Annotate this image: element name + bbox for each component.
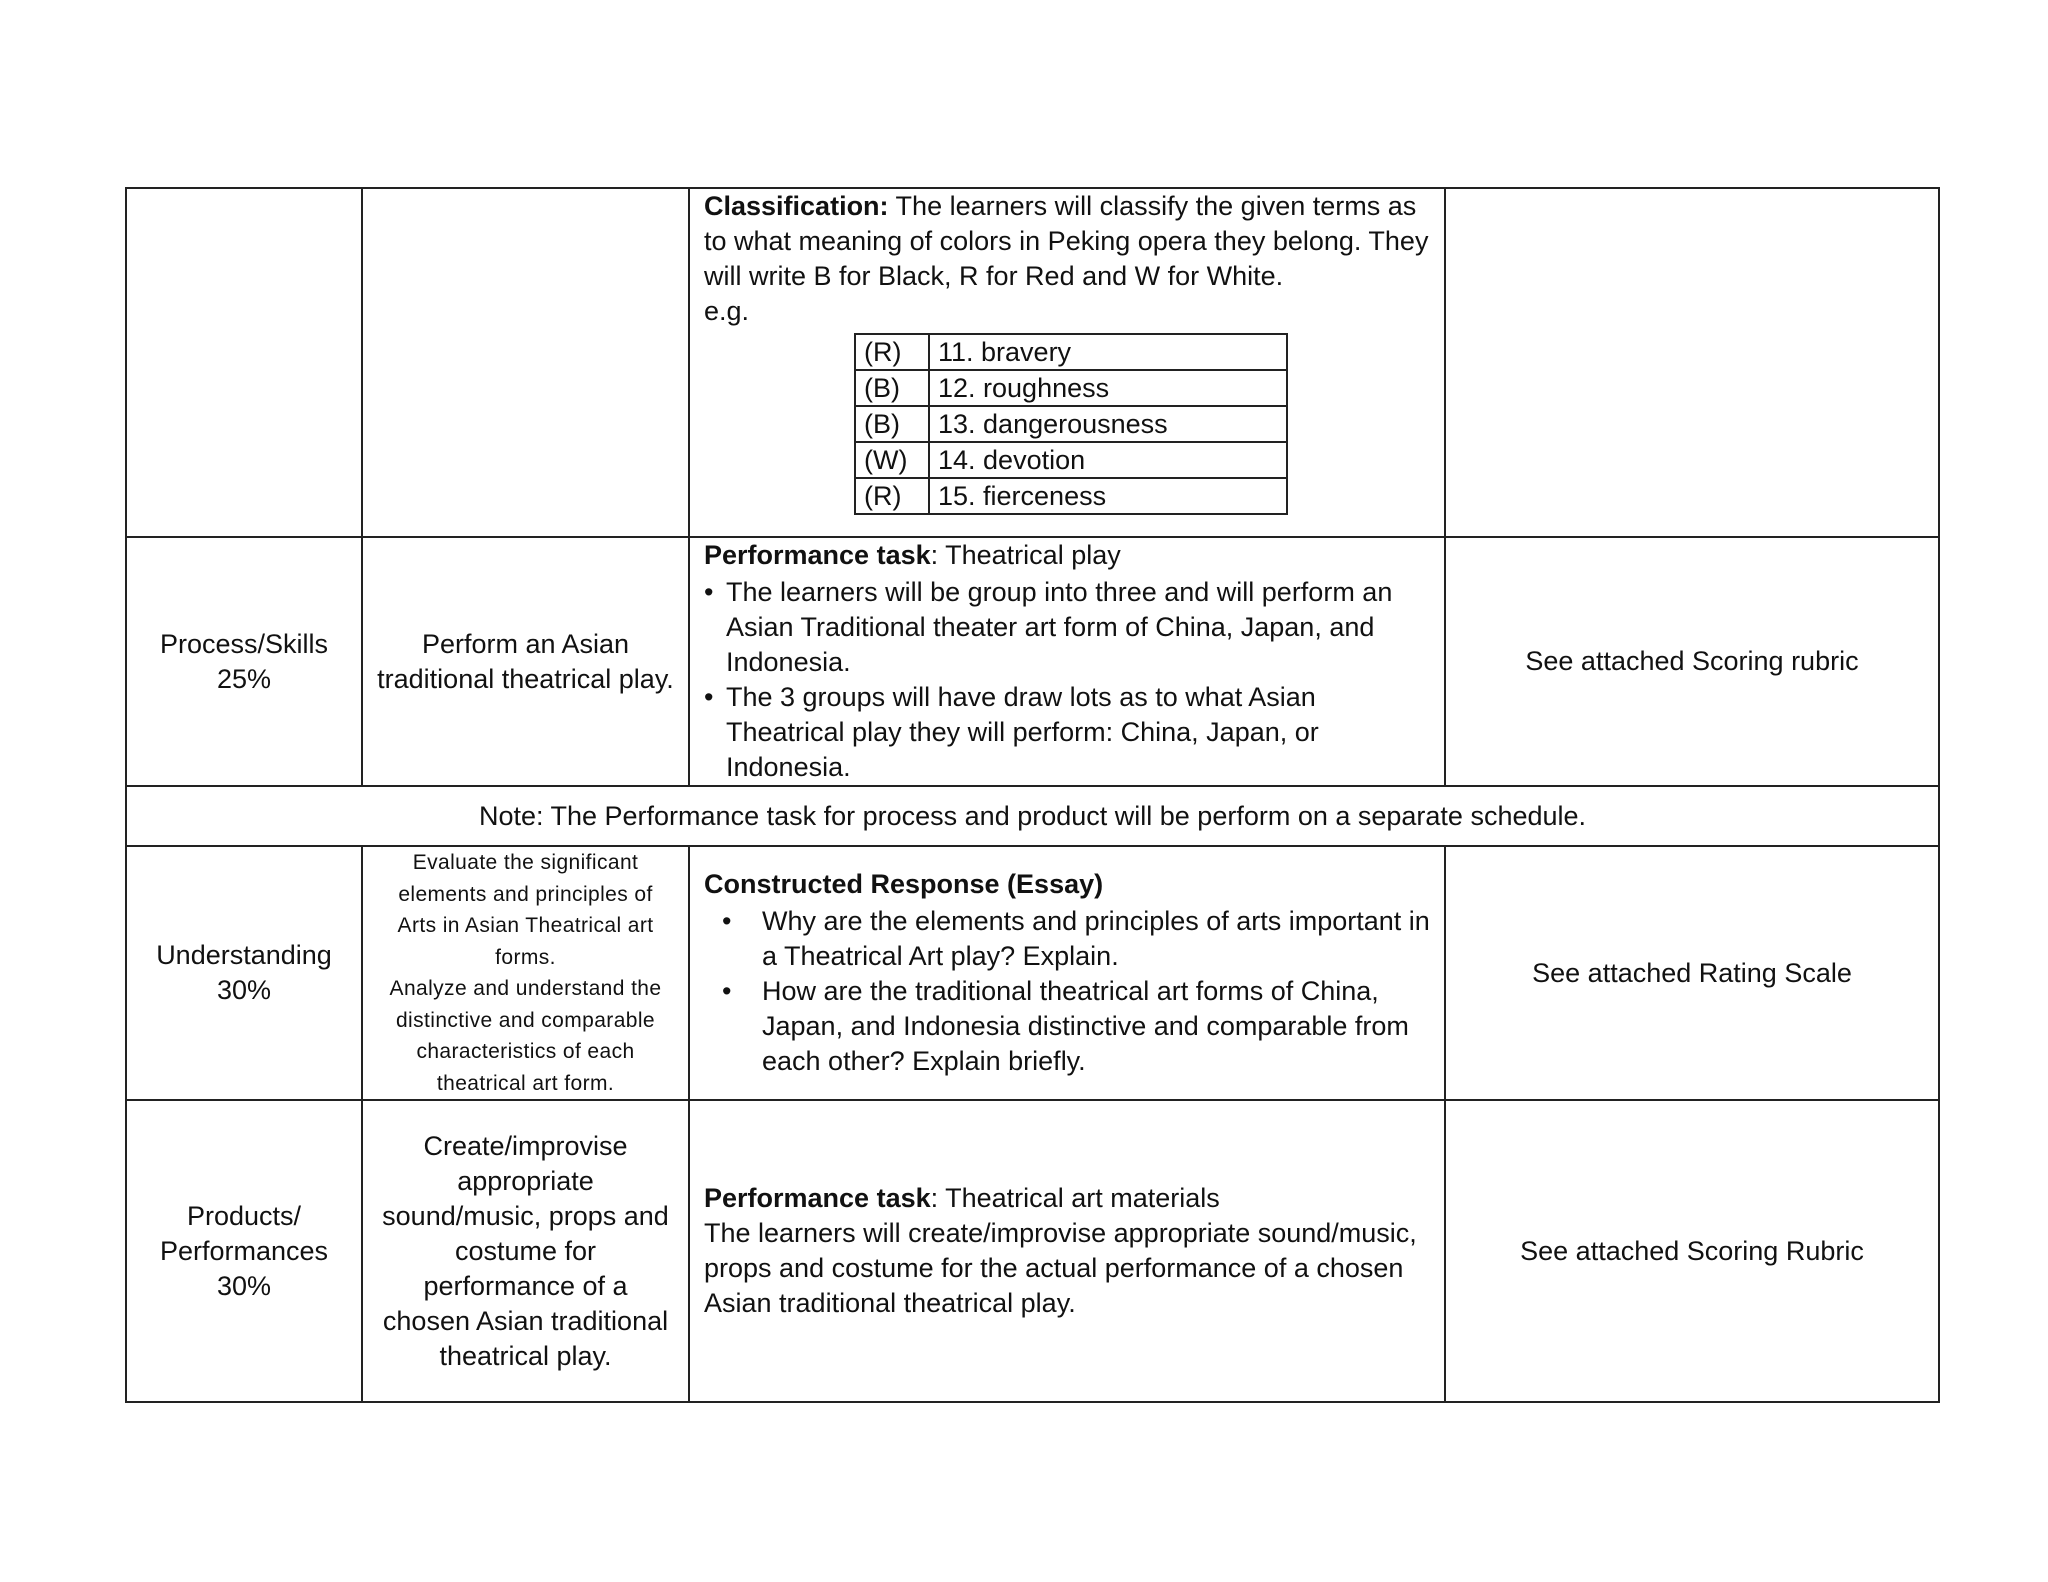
example-key: (B) xyxy=(855,406,929,442)
empty-cell xyxy=(362,188,689,537)
example-key: (B) xyxy=(855,370,929,406)
task-cell xyxy=(689,537,1445,786)
essay-question-list xyxy=(704,904,1430,1079)
task-cell xyxy=(689,1100,1445,1402)
list-item: • How are the traditional theatrical art forms of China, Japan, and Indonesia distinctive and comparable from each other? Explain briefly. xyxy=(704,974,1430,1079)
classification-example-table xyxy=(854,333,1288,515)
level-label: Products/ xyxy=(186,1200,302,1231)
level-cell xyxy=(126,1100,362,1402)
example-value: 13. dangerousness xyxy=(929,406,1287,442)
example-value: 11. bravery xyxy=(929,334,1287,370)
classification-label: Classification: xyxy=(704,191,889,221)
example-key: (R) xyxy=(855,478,929,514)
competency-text: Evaluate the significant elements and principles of Arts in Asian Theatrical art forms. xyxy=(397,851,654,969)
assessment-table xyxy=(125,187,1940,1403)
level-weight: 30% xyxy=(216,975,272,1005)
example-row xyxy=(855,442,1287,478)
example-value: 12. roughness xyxy=(929,370,1287,406)
eg-label: e.g. xyxy=(704,296,750,326)
list-item: • The 3 groups will have draw lots as to what Asian Theatrical play they will perform: China, Japan, or Indonesia. xyxy=(704,680,1430,785)
example-value: 14. devotion xyxy=(929,442,1287,478)
level-cell xyxy=(126,537,362,786)
task-label: Constructed Response (Essay) xyxy=(704,869,1104,899)
empty-cell xyxy=(1445,188,1939,537)
competency-cell xyxy=(362,537,689,786)
tool-text: See attached Scoring Rubric xyxy=(1520,1235,1864,1266)
tool-text: See attached Rating Scale xyxy=(1532,957,1852,988)
task-description: The learners will create/improvise appropriate sound/music, props and costume for the actual performance of a chosen Asian traditional theatrical play. xyxy=(704,1218,1417,1318)
level-weight: 30% xyxy=(216,1270,272,1301)
competency-cell xyxy=(362,1100,689,1402)
classification-paragraph xyxy=(704,189,1430,294)
level-cell xyxy=(126,846,362,1100)
classification-text: The learners will classify the given terms as to what meaning of colors in Peking opera they belong. They will write B for Black, R for Red and W for White. xyxy=(704,191,1429,291)
table-row xyxy=(126,537,1939,786)
list-item: • Why are the elements and principles of arts important in a Theatrical Art play? Explain. xyxy=(704,904,1430,974)
example-key: (W) xyxy=(855,442,929,478)
example-key: (R) xyxy=(855,334,929,370)
task-label: Performance task xyxy=(704,1183,931,1213)
table-row xyxy=(126,188,1939,537)
task-label: Performance task xyxy=(704,540,931,570)
level-weight: 25% xyxy=(216,663,272,694)
task-title: : Theatrical play xyxy=(930,540,1121,570)
competency-text: Perform an Asian traditional theatrical play. xyxy=(377,628,674,694)
table-row xyxy=(126,1100,1939,1402)
tool-cell xyxy=(1445,1100,1939,1402)
classification-cell xyxy=(689,188,1445,537)
level-label: Performances xyxy=(159,1235,329,1266)
example-row xyxy=(855,334,1287,370)
task-heading xyxy=(704,1181,1430,1216)
example-row xyxy=(855,370,1287,406)
competency-text: Analyze and understand the distinctive and comparable characteristics of each theatrical art form. xyxy=(389,977,662,1095)
tool-text: See attached Scoring rubric xyxy=(1525,646,1859,676)
competency-text: Create/improvise appropriate sound/music, props and costume for performance of a chosen Asian traditional theatrical play. xyxy=(382,1130,669,1371)
tool-cell xyxy=(1445,537,1939,786)
task-cell xyxy=(689,846,1445,1100)
level-label: Process/Skills xyxy=(159,628,329,659)
tool-cell xyxy=(1445,846,1939,1100)
competency-cell xyxy=(362,846,689,1100)
level-label: Understanding xyxy=(156,940,332,970)
empty-cell xyxy=(126,188,362,537)
note-cell xyxy=(126,786,1939,846)
task-heading xyxy=(704,538,1430,573)
table-row xyxy=(126,846,1939,1100)
example-row xyxy=(855,406,1287,442)
example-row xyxy=(855,478,1287,514)
list-item: • The learners will be group into three and will perform an Asian Traditional theater art form of China, Japan, and Indonesia. xyxy=(704,575,1430,680)
task-title: : Theatrical art materials xyxy=(930,1183,1220,1213)
note-text: Note: The Performance task for process and product will be perform on a separate schedule. xyxy=(478,800,1587,831)
table-row xyxy=(126,786,1939,846)
task-bullet-list xyxy=(704,575,1430,785)
example-value: 15. fierceness xyxy=(929,478,1287,514)
